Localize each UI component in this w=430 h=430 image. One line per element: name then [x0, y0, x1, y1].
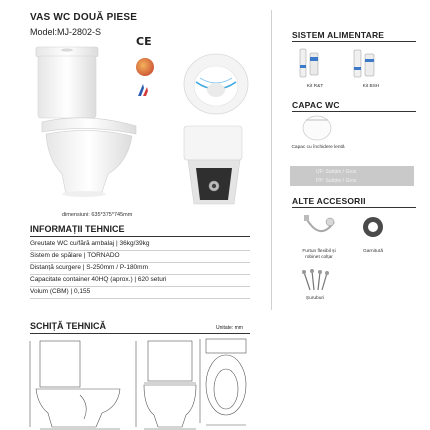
row-divider [30, 298, 250, 299]
side-view-drawing [30, 341, 120, 429]
kit-bsh-image [350, 47, 378, 81]
gasket-image [360, 214, 386, 240]
info-heading: INFORMAȚII TEHNICE [30, 224, 125, 234]
info-row: Distanță scurgere | S-250mm / P-180mm [30, 264, 149, 271]
model-number: Model:MJ-2802-S [30, 27, 102, 37]
toilet-main-image [28, 42, 146, 202]
info-underline [30, 236, 250, 237]
front-view-drawing [136, 341, 196, 429]
row-divider [30, 286, 250, 287]
hose-valve-image [300, 212, 340, 248]
product-title: VAS WC DOUĂ PIESE [30, 12, 138, 23]
row-divider [30, 250, 250, 251]
screws-caption: Șuruburi [305, 296, 325, 301]
top-view-drawing [200, 339, 246, 425]
seat-cover-image [300, 114, 334, 142]
capac-wc-heading: CAPAC WC [292, 100, 340, 110]
capac-option-pp: PP: Subțire / Gros [316, 178, 357, 184]
hose-caption: Furtun flexibil și robinet colțar [302, 249, 336, 260]
kit-bsh-caption: Kit BSH [362, 84, 380, 89]
row-divider [30, 262, 250, 263]
gasket-caption: Garnitură [363, 249, 383, 254]
dimensions-label: dimensiuni: 635*375*745mm [62, 212, 133, 218]
row-divider [30, 274, 250, 275]
sistem-alimentare-heading: SISTEM ALIMENTARE [292, 30, 385, 40]
section-underline [292, 111, 416, 112]
bowl-top-view-image [170, 42, 258, 122]
toilet-back-view-image [172, 124, 256, 212]
info-row: Sistem de spălare | TORNADO [30, 252, 120, 259]
column-divider [271, 10, 272, 310]
technical-drawings [10, 333, 430, 430]
info-row: Capacitate container 40HQ (aprox.) | 620 seturi [30, 276, 167, 283]
schita-heading: SCHIȚĂ TEHNICĂ [30, 321, 106, 331]
info-row: Volum (CBM) | 0,155 [30, 288, 91, 295]
kit-rt-caption: Kit R&T [306, 84, 324, 89]
kit-rt-image [296, 47, 322, 81]
ce-mark: CE [136, 35, 152, 48]
alte-accesorii-heading: ALTE ACCESORII [292, 196, 366, 206]
capac-option-uf: UF: Subțire / Gros [316, 169, 357, 175]
section-underline [292, 41, 416, 42]
unit-label: Unitate: mm [216, 325, 243, 331]
section-underline [292, 207, 416, 208]
screws-image [300, 268, 330, 294]
info-row: Greutate WC cu/fără ambalaj | 36kg/39kg [30, 240, 150, 247]
capac-caption: Capac cu închidere lentă [291, 145, 345, 150]
